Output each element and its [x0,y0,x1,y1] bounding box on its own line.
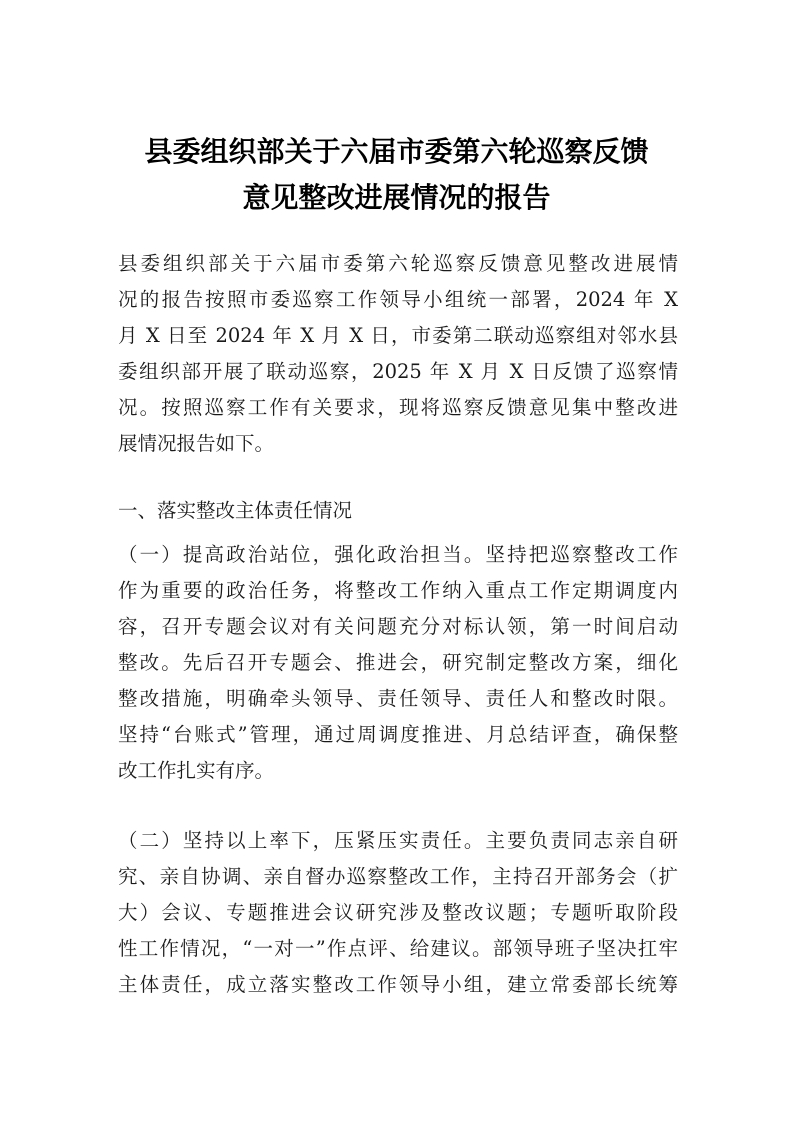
document-title-line-2: 意见整改进展情况的报告 [242,181,551,214]
paragraph-2 [118,823,678,1003]
section-heading-text: 一、落实整改主体责任情况 [118,499,353,522]
text-line: 究、亲自协调、亲自督办巡察整改工作，主持召开部务会（扩 [118,865,678,888]
paragraph-1 [118,537,678,789]
text-line: 主体责任，成立落实整改工作领导小组，建立常委部长统筹 [118,973,678,996]
text-line: 作为重要的政治任务，将整改工作纳入重点工作定期调度内 [118,579,678,602]
text-line: 委组织部开展了联动巡察，2025 年 X 月 X 日反馈了巡察情 [118,360,678,383]
section-heading-1 [118,493,678,529]
text-line: 整改。先后召开专题会、推进会，研究制定整改方案，细化 [118,651,678,674]
text-line: 况。按照巡察工作有关要求，现将巡察反馈意见集中整改进 [118,396,678,419]
text-line: 况的报告按照市委巡察工作领导小组统一部署，2024 年 X [118,288,678,311]
text-line: 大）会议、专题推进会议研究涉及整改议题；专题听取阶段 [118,901,678,924]
text-line: 坚持“台账式”管理，通过周调度推进、月总结评查，确保整 [118,723,678,746]
text-line: 月 X 日至 2024 年 X 月 X 日，市委第二联动巡察组对邻水县 [118,324,678,347]
text-line: 性工作情况，“一对一”作点评、给建议。部领导班子坚决扛牢 [118,937,678,960]
text-line: 容，召开专题会议对有关问题充分对标认领，第一时间启动 [118,615,678,638]
text-line: 改工作扎实有序。 [118,759,275,782]
text-line: 整改措施，明确牵头领导、责任领导、责任人和整改时限。 [118,687,678,710]
text-line: （二）坚持以上率下，压紧压实责任。主要负责同志亲自研 [118,829,678,852]
text-line: （一）提高政治站位，强化政治担当。坚持把巡察整改工作 [118,543,678,566]
document-title-line-1: 县委组织部关于六届市委第六轮巡察反馈 [144,135,649,168]
intro-paragraph [118,246,678,462]
text-line: 展情况报告如下。 [118,432,275,455]
text-line: 县委组织部关于六届市委第六轮巡察反馈意见整改进展情 [118,252,678,275]
